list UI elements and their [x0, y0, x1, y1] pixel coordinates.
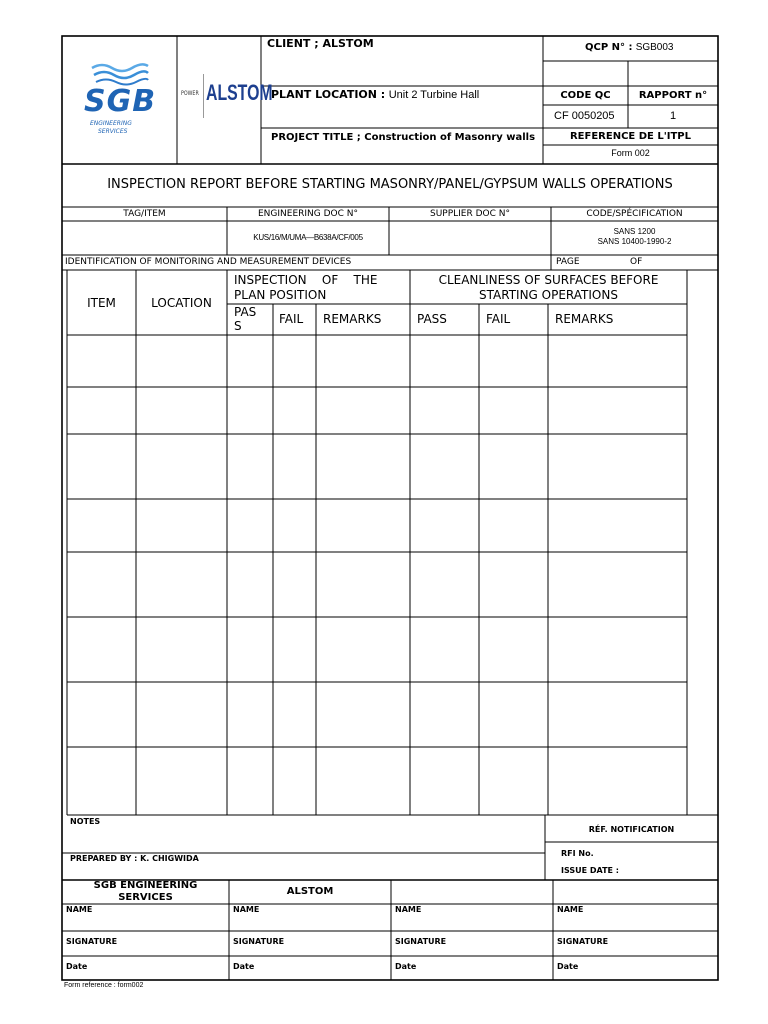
- date-label-4: Date: [557, 962, 579, 971]
- sgb-logo: [70, 58, 170, 144]
- engineering-doc-value: KUS/16/M/UMA—B638A/CF/005: [253, 233, 363, 242]
- name-label-4: NAME: [557, 905, 584, 914]
- issue-date-label: ISSUE DATE :: [561, 866, 620, 875]
- engineering-doc-header: ENGINEERING DOC N°: [257, 209, 359, 219]
- remarks-header: REMARKS: [323, 312, 382, 326]
- name-label-3: NAME: [395, 905, 422, 914]
- tag-item-header: TAG/ITEM: [123, 209, 166, 219]
- code-spec-line1: SANS 1200: [613, 227, 656, 236]
- code-qc-label: CODE QC: [560, 90, 611, 101]
- alstom-divider: [203, 74, 204, 118]
- inspection-header-line1: INSPECTION OF THE: [234, 273, 378, 287]
- pass-header-cleanliness: PASS: [417, 312, 447, 326]
- sgb-signoff-line1: SGB ENGINEERING: [93, 880, 198, 891]
- sgb-logo-sub1: ENGINEERING: [90, 120, 132, 127]
- signature-label-4: SIGNATURE: [557, 937, 609, 946]
- pass-header-line1: PAS: [234, 305, 257, 319]
- table-row[interactable]: [67, 682, 687, 747]
- date-label-sgb: Date: [66, 962, 88, 971]
- date-label-alstom: Date: [233, 962, 255, 971]
- form-reference: Form reference : form002: [64, 982, 144, 989]
- reference-value: Form 002: [611, 148, 650, 158]
- sgb-logo-text: SGB: [84, 84, 157, 119]
- rfi-label: RFI No.: [561, 849, 594, 858]
- supplier-doc-header: SUPPLIER DOC N°: [429, 209, 510, 219]
- of-label: OF: [630, 257, 643, 267]
- plant-location: [271, 88, 479, 101]
- alstom-signoff: ALSTOM: [286, 886, 334, 897]
- reference-label: REFERENCE DE L'ITPL: [569, 131, 692, 142]
- code-qc-value: CF 0050205: [554, 110, 615, 122]
- fail-header-cleanliness: FAIL: [486, 312, 511, 326]
- monitoring-label: IDENTIFICATION OF MONITORING AND MEASUREMENT DEVICES: [65, 257, 352, 267]
- client-label: CLIENT ; ALSTOM: [267, 37, 374, 50]
- alstom-logo: [179, 72, 273, 122]
- cleanliness-header-line2: STARTING OPERATIONS: [479, 288, 618, 302]
- signature-label-alstom: SIGNATURE: [233, 937, 285, 946]
- qcp-number: [585, 42, 674, 53]
- fail-header: FAIL: [279, 312, 304, 326]
- ref-notification-label: RÉF. NOTIFICATION: [588, 825, 675, 834]
- sgb-logo-sub2: SERVICES: [98, 128, 128, 135]
- prepared-by: PREPARED BY : K. CHIGWIDA: [70, 854, 199, 863]
- name-label-alstom: NAME: [233, 905, 260, 914]
- qcp-label: QCP N° :: [585, 42, 633, 53]
- notes-label: NOTES: [70, 817, 101, 826]
- remarks-header-cleanliness: REMARKS: [555, 312, 614, 326]
- project-title: PROJECT TITLE ; Construction of Masonry walls: [271, 132, 536, 143]
- name-label-sgb: NAME: [66, 905, 93, 914]
- alstom-power-text: POWER: [181, 90, 199, 97]
- alstom-logo-text: ALSTOM: [206, 80, 273, 105]
- qcp-value: SGB003: [635, 42, 674, 53]
- location-header: LOCATION: [151, 296, 212, 310]
- table-row[interactable]: [67, 552, 687, 617]
- rapport-label: RAPPORT n°: [638, 90, 708, 101]
- table-row[interactable]: [67, 499, 687, 552]
- table-row[interactable]: [67, 434, 687, 499]
- report-title: INSPECTION REPORT BEFORE STARTING MASONRY/PANEL/GYPSUM WALLS OPERATIONS: [107, 177, 673, 192]
- table-row[interactable]: [67, 617, 687, 682]
- item-header: ITEM: [87, 296, 116, 310]
- inspection-header-line2: PLAN POSITION: [234, 288, 327, 302]
- table-row[interactable]: [67, 747, 687, 815]
- date-label-3: Date: [395, 962, 417, 971]
- table-row[interactable]: [67, 387, 687, 434]
- code-spec-header: CODE/SPÉCIFICATION: [586, 209, 683, 219]
- plant-location-value: Unit 2 Turbine Hall: [388, 89, 480, 101]
- page-label: PAGE: [556, 257, 580, 267]
- code-spec-line2: SANS 10400-1990-2: [597, 237, 672, 246]
- plant-location-label: PLANT LOCATION :: [271, 88, 386, 101]
- rapport-value: 1: [669, 110, 677, 122]
- sgb-signoff-line2: SERVICES: [118, 892, 173, 903]
- signature-label-3: SIGNATURE: [395, 937, 447, 946]
- table-row[interactable]: [67, 335, 687, 387]
- cleanliness-header-line1: CLEANLINESS OF SURFACES BEFORE: [438, 273, 659, 287]
- signature-label-sgb: SIGNATURE: [66, 937, 118, 946]
- pass-header-line2: S: [234, 319, 242, 333]
